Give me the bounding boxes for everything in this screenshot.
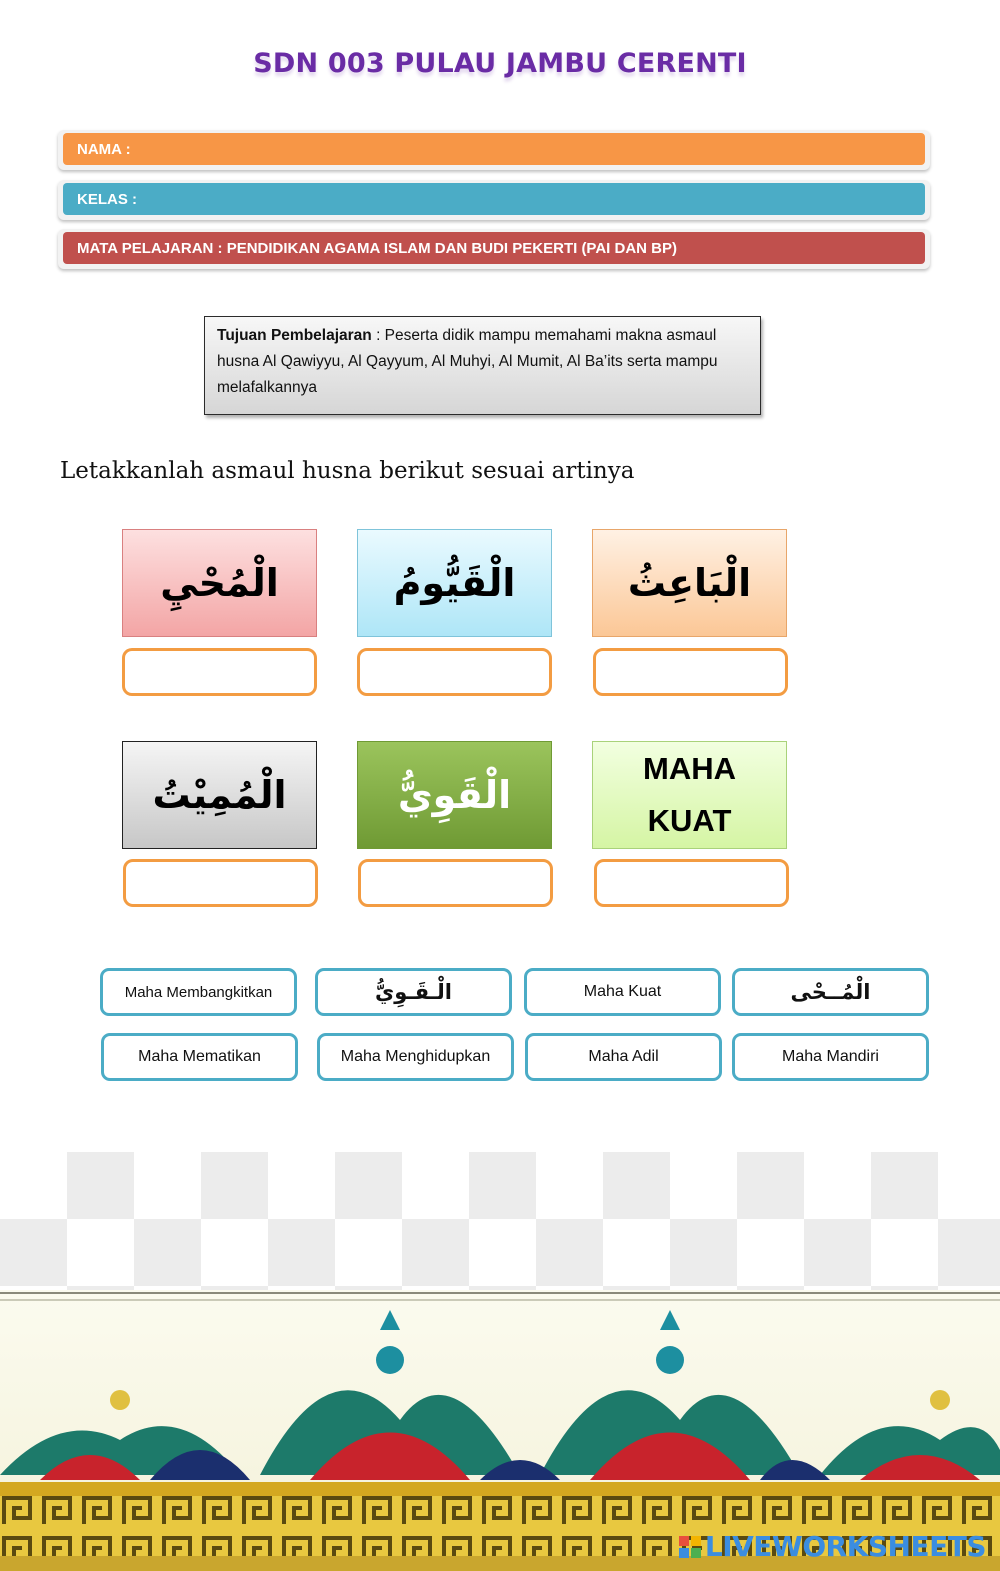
option-maha-mandiri[interactable]: Maha Mandiri (732, 1033, 929, 1081)
page-title: SDN 003 PULAU JAMBU CERENTI (253, 48, 747, 79)
answer-drop-zone-2[interactable] (357, 648, 552, 696)
name-field-label: NAMA : (63, 133, 925, 165)
objective-label: Tujuan Pembelajaran (217, 327, 372, 344)
objective-text: : Peserta didik mampu memahami makna asmaul husna Al Qawiyyu, Al Qayyum, Al Muhyi, Al Mumit, Al Ba’its serta mampu melafalkannya (217, 327, 718, 396)
card-label: الْمُحْيِ (160, 561, 279, 605)
card-label: الْبَاعِثُ (627, 561, 752, 605)
answer-drop-zone-1[interactable] (122, 648, 317, 696)
option-al-qawiyyu[interactable]: الْـقَـوِيُّ (315, 968, 512, 1016)
checkered-background (0, 1152, 1000, 1292)
liveworksheets-watermark (679, 1530, 986, 1563)
option-al-muhyi[interactable]: الْمُــحْى (732, 968, 929, 1016)
card-al-muhyi (122, 529, 317, 637)
card-al-qayyum (357, 529, 552, 637)
name-field-bar (58, 130, 930, 170)
subject-field-bar (58, 229, 930, 269)
subject-field-label: MATA PELAJARAN : PENDIDIKAN AGAMA ISLAM DAN BUDI PEKERTI (PAI DAN BP) (63, 232, 925, 264)
card-maha-kuat (592, 741, 787, 849)
watermark-text: LIVEWORKSHEETS (704, 1530, 986, 1563)
class-field-label: KELAS : (63, 183, 925, 215)
option-maha-menghidupkan[interactable]: Maha Menghidupkan (317, 1033, 514, 1081)
answer-drop-zone-6[interactable] (594, 859, 789, 907)
card-label: الْقَوِيُّ (397, 773, 512, 817)
liveworksheets-logo-icon (679, 1536, 701, 1558)
card-label: الْقَيُّومُ (393, 561, 516, 605)
option-maha-membangkitkan[interactable]: Maha Membangkitkan (100, 968, 297, 1016)
answer-drop-zone-3[interactable] (593, 648, 788, 696)
instruction-text: Letakkanlah asmaul husna berikut sesuai artinya (60, 458, 635, 484)
card-label: MAHA KUAT (643, 751, 736, 838)
card-label: الْمُمِيْتُ (152, 773, 287, 817)
answer-drop-zone-5[interactable] (358, 859, 553, 907)
answer-drop-zone-4[interactable] (123, 859, 318, 907)
class-field-bar (58, 180, 930, 220)
card-al-baits (592, 529, 787, 637)
option-maha-adil[interactable]: Maha Adil (525, 1033, 722, 1081)
ornamental-border (0, 1290, 1000, 1571)
option-maha-kuat[interactable]: Maha Kuat (524, 968, 721, 1016)
option-maha-mematikan[interactable]: Maha Mematikan (101, 1033, 298, 1081)
learning-objective-box (204, 316, 761, 415)
card-al-mumit (122, 741, 317, 849)
card-al-qawiyyu (357, 741, 552, 849)
